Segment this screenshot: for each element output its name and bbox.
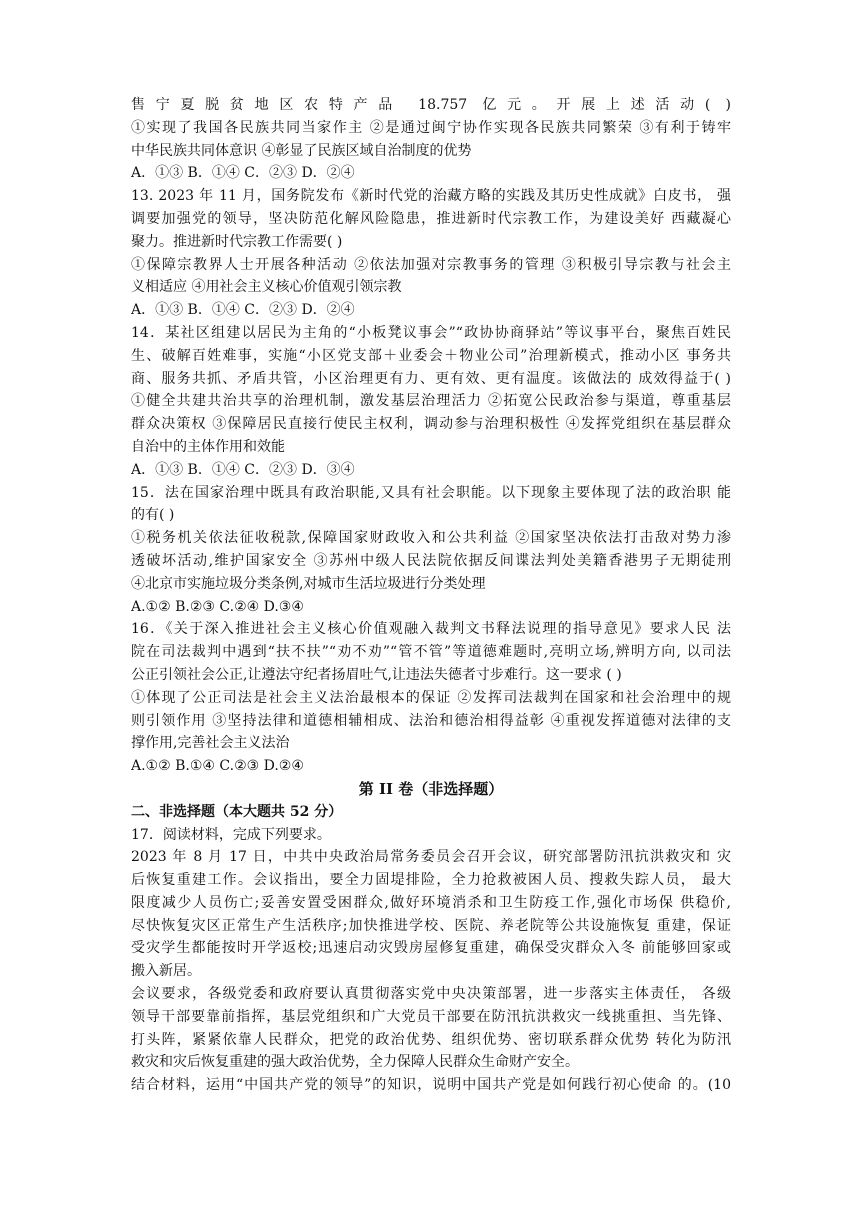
- answer-options: A．①③ B．①④ C．②③ D．③④: [131, 461, 355, 478]
- question-17: 17．阅读材料，完成下列要求。: [131, 826, 331, 843]
- text-line: 透破坏活动,维护国家安全 ③苏州中级人民法院依据反间谍法判处美籍香港男子无期徒刑: [131, 552, 731, 569]
- text-line: 的有( ): [131, 507, 175, 524]
- answer-options: A．①③ B．①④ C．②③ D．②④: [131, 302, 355, 319]
- text-line: 售宁夏脱贫地区农特产品 18.757 亿元。开展上述活动( ): [131, 97, 731, 113]
- text-line: 会议要求，各级党委和政府要认真贯彻落实党中央决策部署，进一步落实主体责任， 各级: [131, 986, 731, 1003]
- answer-options: A．①③ B．①④ C．②③ D．②④: [131, 165, 355, 182]
- answer-options: A.①② B.②③ C.②④ D.③④: [131, 598, 304, 615]
- question-13: 13. 2023 年 11 月，国务院发布《新时代党的治藏方略的实践及其历史性成就》白皮书， 强: [131, 188, 731, 205]
- text-line: 院在司法裁判中遇到“扶不扶”“劝不劝”“管不管”等道德难题时,亮明立场,辨明方向, 以司法: [131, 644, 731, 661]
- answer-options: A.①② B.①④ C.②③ D.②④: [131, 758, 304, 775]
- text-line: 领导干部要靠前指挥，基层党组织和广大党员干部要在防汛抗洪救灾一线挑重担、当先锋、: [131, 1008, 731, 1025]
- text-line: ①体现了公正司法是社会主义法治最根本的保证 ②发挥司法裁判在国家和社会治理中的规: [131, 689, 731, 706]
- text-line: 后恢复重建工作。会议指出，要全力固堤排险，全力抢救被困人员、搜救失踪人员， 最大: [131, 872, 731, 889]
- section-title: 第 II 卷（非选择题）: [358, 779, 504, 798]
- text-line: ①实现了我国各民族共同当家作主 ②是通过闽宁协作实现各民族共同繁荣 ③有利于铸牢: [131, 119, 731, 136]
- text-line: 撑作用,完善社会主义法治: [131, 735, 290, 752]
- text-line: 受灾学生都能按时开学返校;迅速启动灾毁房屋修复重建，确保受灾群众入冬 前能够回家或: [131, 940, 731, 957]
- text-line: 结合材料，运用“中国共产党的领导”的知识，说明中国共产党是如何践行初心使命 的。(10: [131, 1077, 731, 1094]
- text-line: 商、服务共抓、矛盾共管，小区治理更有力、更有效、更有温度。该做法的 成效得益于( ): [131, 370, 731, 387]
- text-line: 聚力。推进新时代宗教工作需要( ): [131, 233, 343, 250]
- text-line: ①保障宗教界人士开展各种活动 ②依法加强对宗教事务的管理 ③积极引导宗教与社会主: [131, 256, 731, 273]
- text-line: 中华民族共同体意识 ④彰显了民族区域自治制度的优势: [131, 142, 472, 159]
- text-line: 2023 年 8 月 17 日，中共中央政治局常务委员会召开会议，研究部署防汛抗洪救灾和 灾: [131, 849, 731, 866]
- text-line: 救灾和灾后恢复重建的强大政治优势，全力保障人民群众生命财产安全。: [131, 1054, 579, 1071]
- question-14: 14．某社区组建以居民为主角的“小板凳议事会”“政协协商驿站”等议事平台，聚焦百姓民: [131, 324, 731, 341]
- question-16: 16．《关于深入推进社会主义核心价值观融入裁判文书释法说理的指导意见》要求人民 法: [131, 621, 731, 638]
- text-line: 公正引领社会公正,让遵法守纪者扬眉吐气,让违法失德者寸步难行。这一要求 ( ): [131, 666, 622, 683]
- text-line: 调要加强党的领导，坚决防范化解风险隐患，推进新时代宗教工作，为建设美好 西藏凝心: [131, 210, 731, 227]
- text-line: ①税务机关依法征收税款,保障国家财政收入和公共利益 ②国家坚决依法打击敌对势力渗: [131, 530, 731, 547]
- text-line: ④北京市实施垃圾分类条例,对城市生活垃圾进行分类处理: [131, 575, 486, 592]
- text-line: 群众决策权 ③保障居民直接行使民主权利，调动参与治理积极性 ④发挥党组织在基层群众: [131, 416, 731, 433]
- text-line: 打头阵，紧紧依靠人民群众，把党的政治优势、组织优势、密切联系群众优势 转化为防汛: [131, 1031, 731, 1048]
- text-line: 则引领作用 ③坚持法律和道德相辅相成、法治和德治相得益彰 ④重视发挥道德对法律的支: [131, 712, 731, 729]
- section-subtitle: 二、非选择题（本大题共 52 分）: [131, 803, 343, 820]
- text-line: 生、破解百姓难事，实施“小区党支部＋业委会＋物业公司”治理新模式，推动小区 事务共: [131, 347, 731, 364]
- text-line: 限度减少人员伤亡;妥善安置受困群众,做好环境消杀和卫生防疫工作,强化市场保 供稳价,: [131, 894, 731, 911]
- document-page: [131, 94, 731, 1097]
- text-line: 义相适应 ④用社会主义核心价值观引领宗教: [131, 279, 402, 296]
- text-line: 尽快恢复灾区正常生产生活秩序;加快推进学校、医院、养老院等公共设施恢复 重建，保证: [131, 917, 731, 934]
- text-line: 自治中的主体作用和效能: [131, 438, 285, 455]
- text-line: 搬入新居。: [131, 963, 201, 980]
- question-15: 15．法在国家治理中既具有政治职能,又具有社会职能。以下现象主要体现了法的政治职 能: [131, 484, 731, 501]
- text-line: ①健全共建共治共享的治理机制，激发基层治理活力 ②拓宽公民政治参与渠道，尊重基层: [131, 393, 731, 410]
